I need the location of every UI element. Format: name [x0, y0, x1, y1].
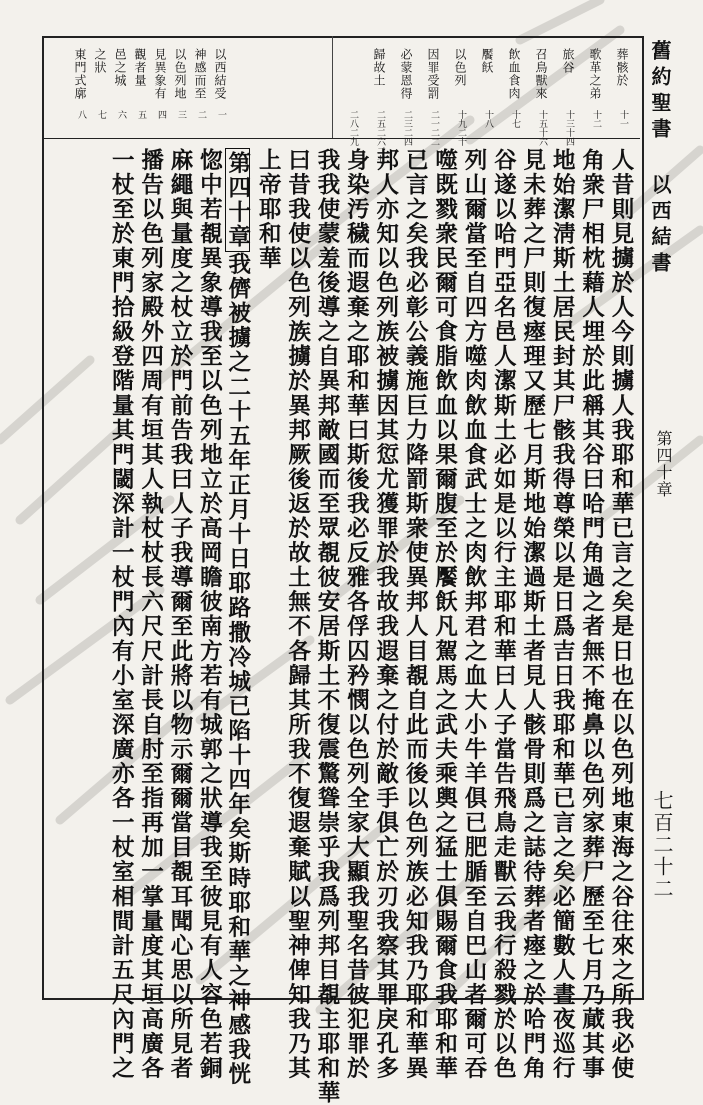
margin-band-divider — [42, 138, 640, 139]
margin-note: 以色列地 — [173, 48, 187, 100]
margin-note-number: 八 — [76, 110, 86, 119]
text-column: 我我使蒙羞後導之自異邦敵國而至眾覩彼安居斯土不復震驚聳崇乎我爲列邦目覩主耶和華 — [314, 148, 340, 1105]
margin-note: 觀者量 — [133, 48, 147, 87]
margin-note-number: 三 — [176, 110, 186, 119]
margin-note: 旅谷 — [561, 48, 575, 74]
chapter-box: 第四十章 — [225, 148, 250, 252]
margin-note: 之狀 — [93, 48, 107, 74]
margin-note-number: 五 — [136, 110, 146, 119]
margin-note: 葬骸於 — [615, 48, 629, 87]
text-column: 谷遂以哈門亞名邑人潔斯土必如是以行主耶和華曰人子當告飛鳥走獸云我行殺戮於以色 — [490, 148, 517, 1081]
margin-note-number: 十二 — [591, 110, 601, 128]
margin-note-number: 七 — [96, 110, 106, 119]
text-column: 身染汚穢而遐棄之耶和華曰斯後我必反雅各俘囚矜憫以色列全家大顯我聖名昔彼犯罪於 — [343, 148, 370, 1081]
page-number: 七百二十二 — [650, 790, 674, 900]
margin-note-number: 二五二六二七 — [375, 110, 385, 164]
margin-note: 歌革之弟 — [588, 48, 602, 100]
text-column: 上帝耶和華 — [255, 148, 282, 271]
text-column: 一杖至於東門拾級登階量其門閾深計一杖門內有小室深廣亦各一杖室相間計五尺內門之 — [108, 148, 135, 1081]
text-column: 人昔則見擄於人今則擄人我耶和華已言之矣是日也在以色列地東海之谷往來之所我必使 — [608, 148, 634, 1081]
margin-note: 神感而至 — [193, 48, 207, 100]
margin-note: 東門式廓 — [73, 48, 87, 100]
margin-note-number: 二一二二 — [429, 110, 439, 146]
margin-note: 歸故土 — [372, 48, 386, 87]
margin-note-number: 四 — [156, 110, 166, 119]
text-column: 曰昔我使以色列族擄於異邦厥後返於故土無不各歸其所我不復遐棄賦以聖神俾知我乃其 — [284, 148, 311, 1081]
text-column: 邦人亦知以色列族被擄因其愆尤獲罪於我故我遐棄之付於敵手俱亡於刃我察其罪戾孔多 — [372, 148, 399, 1081]
margin-note-number: 一 — [216, 110, 226, 119]
text-column: 角衆尸相枕藉人埋於此稱其谷曰哈門角過之者無不掩鼻以色列家葬尸歷至七月乃蕆其事 — [578, 148, 605, 1081]
text-column: 已言之矣我必彰公義施巨力降罰斯衆使異邦人目覩自此而後以色列族必知我乃耶和華異 — [402, 148, 429, 1081]
margin-note: 見異象有 — [153, 48, 167, 100]
margin-note: 邑之城 — [113, 48, 127, 87]
text-column: 麻繩與量度之杖立於門前告我曰人子我導爾至此將以物示爾爾當目覩耳聞心思以所見者 — [167, 148, 193, 1081]
margin-note: 以西結受 — [213, 48, 227, 100]
margin-note-number: 十一 — [618, 110, 628, 128]
margin-note: 饜飫 — [480, 48, 494, 74]
margin-note-number: 六 — [116, 110, 126, 119]
margin-note: 因罪受罰 — [426, 48, 440, 100]
margin-note-number: 十九二十 — [456, 110, 466, 146]
margin-band-midline — [332, 36, 333, 138]
text-column: 第四十章我儕被擄之二十五年正月十日耶路撒冷城已陷十四年矣斯時耶和華之神感我恍 — [226, 148, 250, 1087]
margin-note-number: 十五十六 — [537, 110, 547, 146]
margin-note-number: 二 — [196, 110, 206, 119]
text-column: 見未葬之尸則復瘞理又歷七月斯地始潔過斯土者見人骸骨則爲之誌待葬者瘞之於哈門角 — [519, 148, 546, 1081]
text-column: 列山爾當至自四方噬肉飲血食武士之肉飲邦君之血大小牛羊俱已肥腯至自巴山者爾可吞 — [461, 148, 487, 1081]
margin-note-number: 十七 — [510, 110, 520, 128]
margin-note-number: 十三十四 — [564, 110, 574, 146]
text-column: 播告以色列家殿外四周有垣其人執杖杖長六尺尺計長自肘至指再加一掌量度其垣高廣各 — [137, 148, 164, 1081]
margin-note: 以色列 — [453, 48, 467, 87]
margin-note: 飲血食肉 — [507, 48, 521, 100]
text-column: 地始潔淸斯土居民封其尸骸我得尊榮以是日爲吉日我耶和華已言之矣必簡數人晝夜巡行 — [549, 148, 576, 1081]
margin-note-number: 二三二四 — [402, 110, 412, 146]
margin-note-number: 二八二九 — [348, 110, 358, 146]
margin-note: 必蒙恩得 — [399, 48, 413, 100]
margin-note: 召鳥獸來 — [534, 48, 548, 100]
text-column: 噬既戮衆民爾可食脂飲血以果爾腹至於饜飫凡駕馬之武夫乘輿之猛士俱賜爾食我耶和華 — [431, 148, 458, 1081]
margin-note-number: 十八 — [483, 110, 493, 128]
chapter-label: 第四十章 — [654, 430, 673, 498]
text-column: 惚中若覩異象導我至以色列地立於高岡瞻彼南方若有城郭之狀導我至彼見有人容色若銅 — [196, 148, 223, 1081]
running-title: 舊約聖書 以西結書 — [648, 40, 672, 278]
